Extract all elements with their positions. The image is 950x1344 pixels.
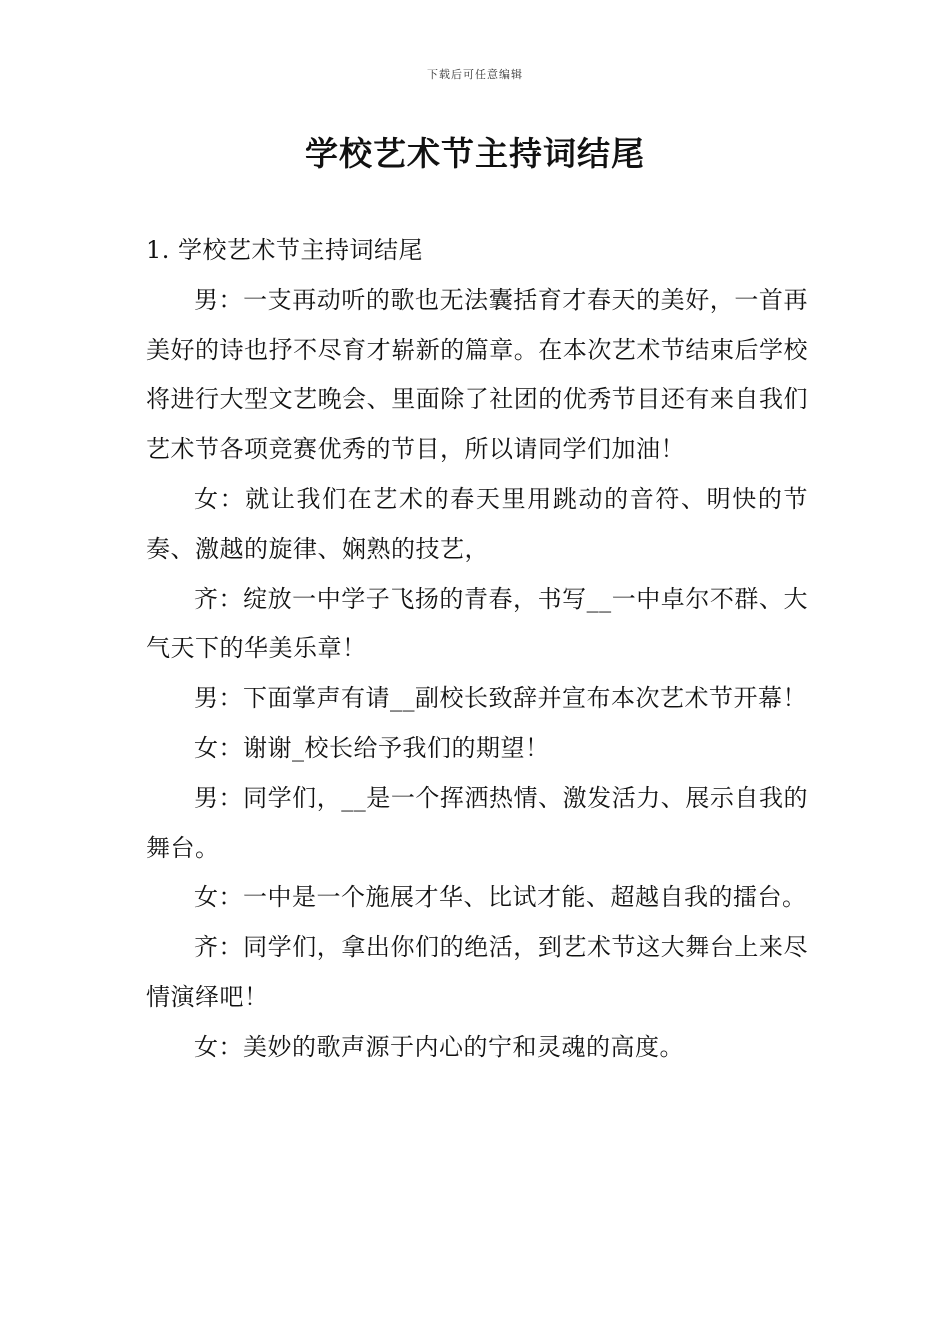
paragraph: 女：就让我们在艺术的春天里用跳动的音符、明快的节奏、激越的旋律、娴熟的技艺， xyxy=(146,484,808,563)
paragraph: 男：下面掌声有请__副校长致辞并宣布本次艺术节开幕！ xyxy=(194,684,807,713)
paragraph: 女：谢谢_校长给予我们的期望！ xyxy=(194,733,550,762)
document-body xyxy=(146,226,808,1073)
paragraph: 齐：同学们，拿出你们的绝活，到艺术节这大舞台上来尽情演绎吧！ xyxy=(146,933,808,1011)
paragraph: 男：一支再动听的歌也无法囊括育才春天的美好，一首再美好的诗也抒不尽育才崭新的篇章。在本次艺术节结束后学校将进行大型文艺晚会、里面除了社团的优秀节目还有来自我们艺术节各项竞赛优秀的节目，所以请同学们加油！ xyxy=(146,285,808,464)
paragraph: 齐：绽放一中学子飞扬的青春，书写__一中卓尔不群、大气天下的华美乐章！ xyxy=(146,584,808,663)
section-heading: 1. 学校艺术节主持词结尾 xyxy=(146,236,424,264)
document-title: 学校艺术节主持词结尾 xyxy=(305,134,645,173)
paragraph: 女：美妙的歌声源于内心的宁和灵魂的高度。 xyxy=(194,1032,684,1061)
paragraph: 女：一中是一个施展才华、比试才能、超越自我的擂台。 xyxy=(194,883,807,912)
paragraph: 男：同学们，__是一个挥洒热情、激发活力、展示自我的舞台。 xyxy=(146,783,808,862)
header-note: 下载后可任意编辑 xyxy=(427,68,523,81)
